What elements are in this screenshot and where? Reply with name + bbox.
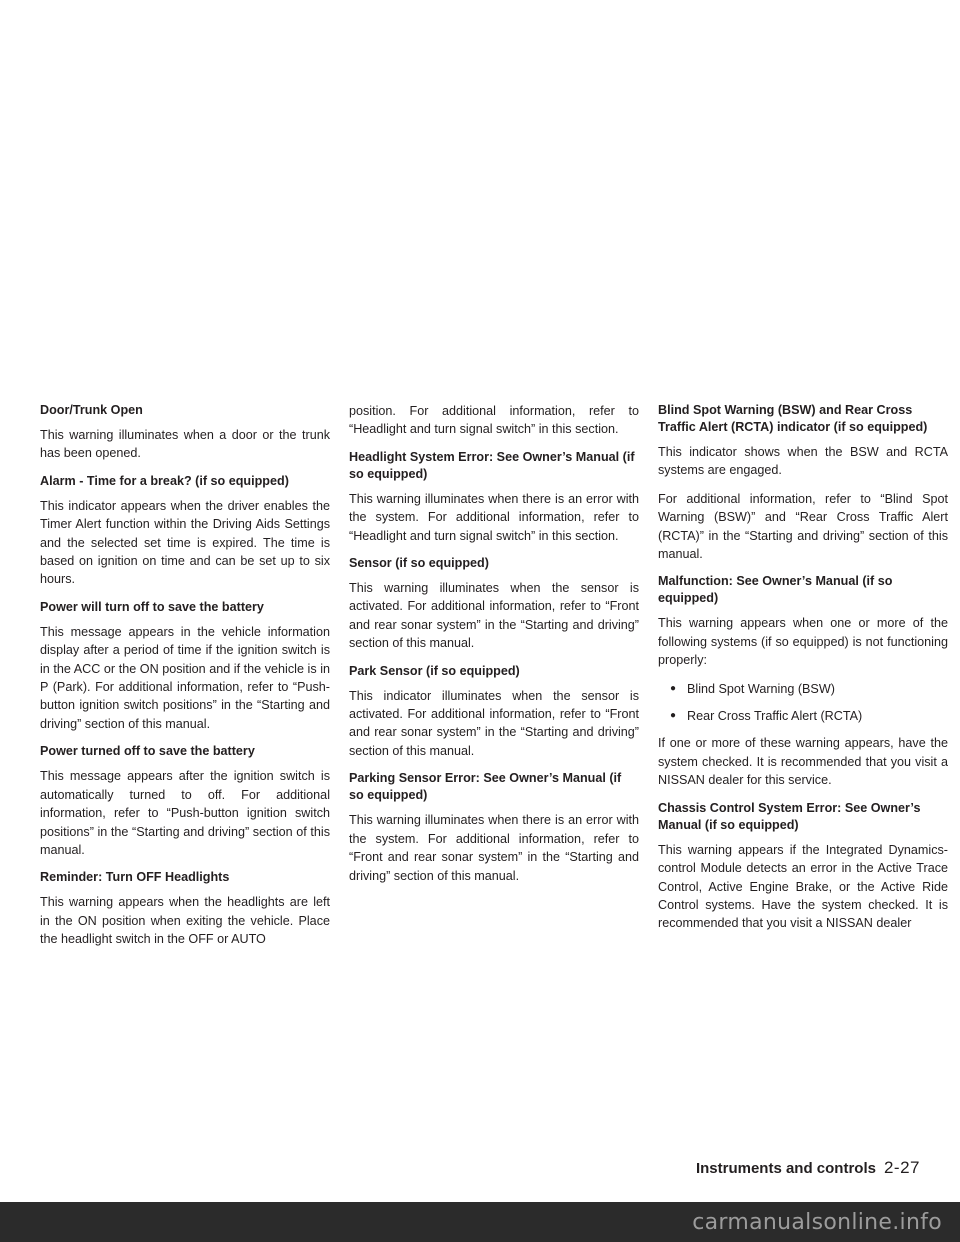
paragraph-door-trunk-open: This warning illuminates when a door or the trunk has been opened. bbox=[40, 428, 330, 461]
paragraph-alarm-break: This indicator appears when the driver enables the Timer Alert function within the Driving Aids Settings and the selected set time is expired. The time is based on ignition on time and can be set up to six hours. bbox=[40, 498, 330, 587]
list-item: ● Blind Spot Warning (BSW) bbox=[658, 680, 948, 698]
watermark-text: carmanualsonline.info bbox=[692, 1209, 942, 1235]
malfunction-list bbox=[658, 680, 948, 726]
page-number: 2-27 bbox=[883, 1158, 920, 1177]
paragraph-power-turned-off: This message appears after the ignition switch is automatically turned to off. For additional information, refer to “Push-button ignition switch positions” in the “Starting and driving” section of this manual. bbox=[40, 769, 330, 857]
heading-power-turned-off: Power turned off to save the battery bbox=[40, 744, 255, 759]
paragraph-headlight-system-error: This warning illuminates when there is an error with the system. For additional information, refer to “Headlight and turn signal switch” in this section. bbox=[349, 491, 639, 543]
paragraph-malfunction-2: If one or more of these warning appears, have the system checked. It is recommended that you visit a NISSAN dealer for this service. bbox=[658, 736, 948, 788]
page-footer bbox=[696, 1158, 920, 1178]
heading-door-trunk-open: Door/Trunk Open bbox=[40, 403, 143, 417]
paragraph-bsw-rcta-2: For additional information, refer to “Blind Spot Warning (BSW)” and “Rear Cross Traffic Alert (RCTA)” in the “Starting and driving” section of this manual. bbox=[658, 491, 948, 562]
paragraph-power-will-turn-off: This message appears in the vehicle information display after a period of time if the ignition switch is in the ACC or the ON position and if the vehicle is in P (Park). For additional information, refer to “Push-button ignition switch positions” in the “Starting and driving” section of this manual. bbox=[40, 624, 330, 731]
paragraph-malfunction-1: This warning appears when one or more of the following systems (if so equipped) is not functioning properly: bbox=[658, 616, 948, 668]
watermark-bar bbox=[0, 1202, 960, 1242]
heading-headlight-system-error: Headlight System Error: See Owner’s Manual (if so equipped) bbox=[349, 449, 635, 481]
paragraph-chassis-control-error: This warning appears if the Integrated Dynamics-control Module detects an error in the Active Trace Control, Active Engine Brake, or the Active Ride Control systems. Have the system checked. It is recommended that you visit a NISSAN dealer bbox=[658, 842, 948, 931]
paragraph-reminder-headlights: This warning appears when the headlights are left in the ON position when exiting the vehicle. Place the headlight switch in the OFF or AUTO bbox=[40, 895, 330, 947]
heading-bsw-rcta: Blind Spot Warning (BSW) and Rear Cross Traffic Alert (RCTA) indicator (if so equipped) bbox=[658, 403, 928, 434]
list-item: ● Rear Cross Traffic Alert (RCTA) bbox=[658, 707, 948, 725]
heading-reminder-headlights: Reminder: Turn OFF Headlights bbox=[40, 870, 230, 885]
heading-malfunction: Malfunction: See Owner’s Manual (if so equipped) bbox=[658, 574, 893, 606]
paragraph-bsw-rcta-1: This indicator shows when the BSW and RCTA systems are engaged. bbox=[658, 445, 948, 478]
heading-sensor: Sensor (if so equipped) bbox=[349, 556, 489, 571]
column-3 bbox=[658, 402, 948, 943]
paragraph-park-sensor: This indicator illuminates when the sensor is activated. For additional information, refer to “Front and rear sonar system” in the “Starting and driving” section of this manual. bbox=[349, 688, 639, 758]
paragraph-parking-sensor-error: This warning illuminates when there is an error with the system. For additional information, refer to “Front and rear sonar system” in the “Starting and driving” section of this manual. bbox=[349, 813, 639, 883]
column-2 bbox=[349, 402, 639, 895]
footer-section-title: Instruments and controls bbox=[695, 1160, 876, 1177]
paragraph-continuation: position. For additional information, refer to “Headlight and turn signal switch” in this section. bbox=[349, 404, 639, 437]
heading-alarm-break: Alarm - Time for a break? (if so equipped) bbox=[40, 473, 289, 488]
paragraph-sensor: This warning illuminates when the sensor is activated. For additional information, refer to “Front and rear sonar system” in the “Starting and driving” section of this manual. bbox=[349, 581, 639, 651]
column-1 bbox=[40, 402, 330, 959]
heading-power-will-turn-off: Power will turn off to save the battery bbox=[40, 599, 264, 614]
heading-parking-sensor-error: Parking Sensor Error: See Owner’s Manual (if so equipped) bbox=[349, 771, 622, 803]
heading-park-sensor: Park Sensor (if so equipped) bbox=[349, 663, 520, 678]
heading-chassis-control-error: Chassis Control System Error: See Owner’s Manual (if so equipped) bbox=[658, 800, 921, 832]
